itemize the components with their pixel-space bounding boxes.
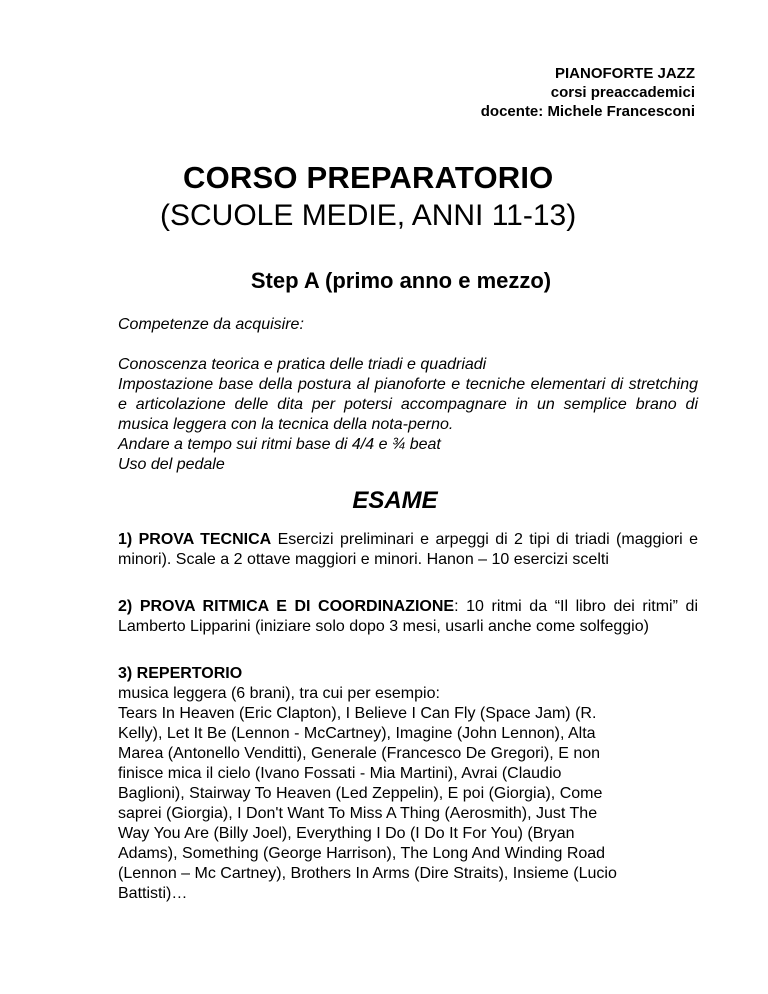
competenza-item: Uso del pedale — [118, 456, 225, 473]
competenza-item: Impostazione base della postura al pianoforte e tecniche elementari di stretching e articolazione delle dita per potersi accompagnare in un semplice brano di musica leggera con la tecnica della nota-perno. — [118, 376, 698, 433]
header-teacher: docente: Michele Francesconi — [480, 103, 695, 120]
prova-ritmica-heading: 2) PROVA RITMICA E DI COORDINAZIONE — [118, 598, 455, 615]
repertorio-line: Battisti)… — [118, 885, 188, 902]
repertorio-line: Baglioni), Stairway To Heaven (Led Zeppelin), E poi (Giorgia), Come — [118, 785, 603, 802]
prova-ritmica-section — [118, 597, 698, 637]
repertorio-line: (Lennon – Mc Cartney), Brothers In Arms (Dire Straits), Insieme (Lucio — [118, 865, 617, 882]
competenza-item: Andare a tempo sui ritmi base di 4/4 e ¾ beat — [118, 436, 441, 453]
step-heading: Step A (primo anno e mezzo) — [250, 268, 552, 293]
header-course-name: PIANOFORTE JAZZ — [554, 65, 695, 82]
repertorio-heading: 3) REPERTORIO — [118, 665, 243, 682]
page-title: CORSO PREPARATORIO — [183, 160, 554, 195]
repertorio-line: Tears In Heaven (Eric Clapton), I Believe I Can Fly (Space Jam) (R. — [118, 705, 597, 722]
competenza-item: Conoscenza teorica e pratica delle triadi e quadriadi — [118, 356, 487, 373]
repertorio-line: Marea (Antonello Venditti), Generale (Francesco De Gregori), E non — [118, 745, 601, 762]
page-subtitle: (SCUOLE MEDIE, ANNI 11-13) — [160, 199, 577, 232]
esame-heading: ESAME — [352, 487, 438, 514]
prova-tecnica-section — [118, 530, 698, 570]
repertorio-section — [118, 664, 698, 904]
repertorio-line: Kelly), Let It Be (Lennon - McCartney), Imagine (John Lennon), Alta — [118, 725, 596, 742]
prova-ritmica-text: : 10 ritmi da “Il libro dei ritmi” di Lamberto Lipparini (iniziare solo dopo 3 mesi, usarli anche come solfeggio) — [118, 598, 698, 635]
repertorio-line: Way You Are (Billy Joel), Everything I Do (I Do It For You) (Bryan — [118, 825, 575, 842]
repertorio-line: saprei (Giorgia), I Don't Want To Miss A Thing (Aerosmith), Just The — [118, 805, 598, 822]
repertorio-line: finisce mica il cielo (Ivano Fossati - Mia Martini), Avrai (Claudio — [118, 765, 562, 782]
competenze-label: Competenze da acquisire: — [118, 316, 304, 333]
repertorio-line: Adams), Something (George Harrison), The Long And Winding Road — [118, 845, 606, 862]
prova-tecnica-heading: 1) PROVA TECNICA — [118, 531, 272, 548]
prova-tecnica-text: Esercizi preliminari e arpeggi di 2 tipi di triadi (maggiori e minori). Scale a 2 ottave maggiori e minori. Hanon – 10 esercizi scelti — [118, 531, 699, 568]
course-header — [481, 64, 695, 121]
repertorio-intro: musica leggera (6 brani), tra cui per esempio: — [118, 685, 440, 702]
header-course-type: corsi preaccademici — [550, 84, 695, 101]
competenze-list — [118, 355, 698, 475]
